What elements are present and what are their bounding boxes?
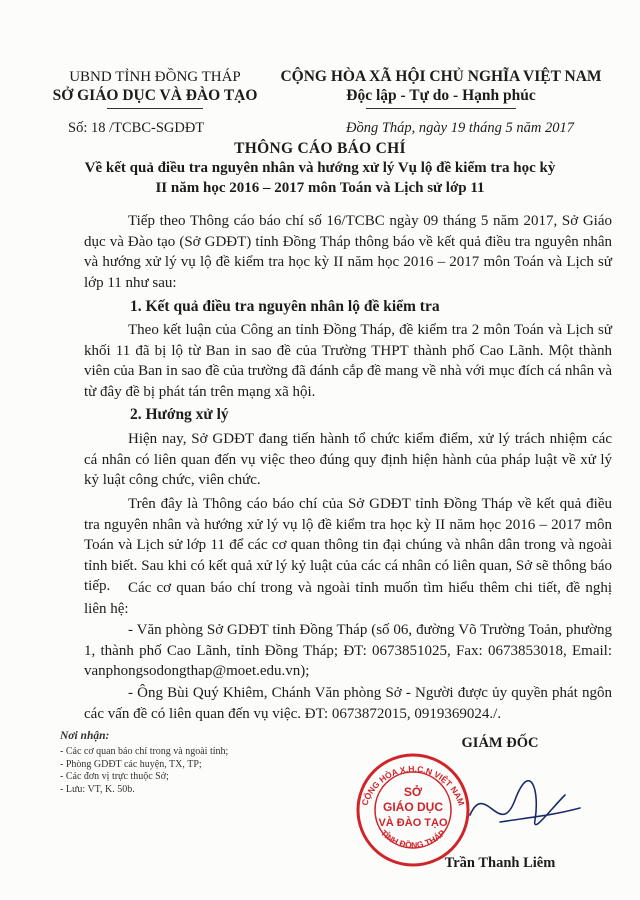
signer-title: GIÁM ĐỐC xyxy=(461,735,539,751)
national-motto: Độc lập - Tự do - Hạnh phúc xyxy=(346,87,536,104)
recipient-item: - Các cơ quan báo chí trong và ngoài tỉnh; xyxy=(60,745,229,757)
agency-name: SỞ GIÁO DỤC VÀ ĐÀO TẠO xyxy=(52,87,258,104)
seal-bottom-text: TỈNH ĐỒNG THÁP xyxy=(378,827,448,851)
recipient-item: - Các đơn vị trực thuộc Sở; xyxy=(60,771,169,783)
section-heading-2: 2. Hướng xử lý xyxy=(130,406,229,423)
seal-line-2: GIÁO DỤC xyxy=(383,800,443,814)
motto-underline xyxy=(366,108,516,109)
intro-paragraph: Tiếp theo Thông cáo báo chí số 16/TCBC ngày 09 tháng 5 năm 2017, Sở Giáo dục và Đào tạo (Sở GDĐT) tỉnh Đồng Tháp thông báo về kết quả điều tra nguyên nhân và hướng xử lý vụ lộ đề kiểm tra học kỳ II năm học 2016 – 2017 môn Toán và Lịch sử lớp 11 như sau: xyxy=(84,213,612,291)
contact-intro-paragraph: Các cơ quan báo chí trong và ngoài tỉnh muốn tìm hiểu thêm chi tiết, đề nghị liên hệ: xyxy=(84,580,612,617)
summary-paragraph: Trên đây là Thông cáo báo chí của Sở GDĐT tỉnh Đồng Tháp về kết quả điều tra nguyên nhân và hướng xử lý vụ lộ đề kiểm tra học kỳ II năm học 2016 – 2017 môn Toán và Lịch sử lớp 11 để các cơ quan thông tin đại chúng và nhân dân trong và ngoài tỉnh biết. Sau khi có kết quả xử lý kỷ luật của các cá nhân có liên quan, Sở sẽ thông báo tiếp. xyxy=(84,496,612,594)
title-sub-line2: II năm học 2016 – 2017 môn Toán và Lịch sử lớp 11 xyxy=(155,180,485,196)
recipient-item: - Lưu: VT, K. 50b. xyxy=(60,784,135,796)
seal-line-3: VÀ ĐÀO TẠO xyxy=(378,817,448,829)
signer-name: Trần Thanh Liêm xyxy=(444,855,556,871)
document-title xyxy=(40,139,600,198)
recipients-heading: Nơi nhận: xyxy=(60,730,110,742)
national-title: CỘNG HÒA XÃ HỘI CHỦ NGHĨA VIỆT NAM xyxy=(280,68,602,85)
seal-outer-text: CỘNG HÒA X.H.C.N VIỆT NAM xyxy=(359,763,467,807)
agency-underline xyxy=(107,108,203,109)
place-date: Đồng Tháp, ngày 19 tháng 5 năm 2017 xyxy=(346,120,574,136)
seal-line-1: SỞ xyxy=(403,785,423,799)
recipients-block xyxy=(60,730,270,797)
svg-text:TỈNH ĐỒNG THÁP xyxy=(379,828,447,851)
recipient-item: - Phòng GDĐT các huyện, TX, TP; xyxy=(60,758,202,770)
title-main: THÔNG CÁO BÁO CHÍ xyxy=(234,140,406,157)
agency-parent: UBND TỈNH ĐỒNG THÁP xyxy=(69,69,241,85)
section-heading-1: 1. Kết quả điều tra nguyên nhân lộ đề kiểm tra xyxy=(130,298,440,315)
official-seal xyxy=(348,748,478,868)
document-number: Số: 18 /TCBC-SGDĐT xyxy=(68,120,205,136)
title-sub-line1: Về kết quả điều tra nguyên nhân và hướng xử lý Vụ lộ đề kiểm tra học kỳ xyxy=(84,160,556,176)
national-header xyxy=(272,68,610,109)
section2-paragraph: Hiện nay, Sở GDĐT đang tiến hành tổ chức kiểm điểm, xử lý trách nhiệm các cá nhân có liên quan đến vụ việc theo đúng quy định hiện hành của pháp luật về xử lý kỷ luật công chức, viên chức. xyxy=(84,431,612,488)
agency-header xyxy=(40,68,270,109)
section1-paragraph: Theo kết luận của Công an tỉnh Đồng Tháp, đề kiểm tra 2 môn Toán và Lịch sử khối 11 đã bị lộ từ Ban in sao đề của Trường THPT thành phố Cao Lãnh. Một thành viên của Ban in sao đề của trường đã đánh cắp đề mang về nhà với mục đích cá nhân và từ đây đề bị phát tán trên mạng xã hội. xyxy=(84,322,612,400)
contact-spokesperson: - Ông Bùi Quý Khiêm, Chánh Văn phòng Sở - Người được ủy quyền phát ngôn các vấn đề có liên quan đến vụ việc. ĐT: 0673872015, 0919369024./. xyxy=(84,685,612,722)
contact-office: - Văn phòng Sở GDĐT tỉnh Đồng Tháp (số 06, đường Võ Trường Toản, phường 1, thành phố Cao Lãnh, tỉnh Đồng Tháp; ĐT: 0673851025, Fax: 0673853018, Email: vanphongsodongthap@moet.edu.vn); xyxy=(84,622,612,679)
